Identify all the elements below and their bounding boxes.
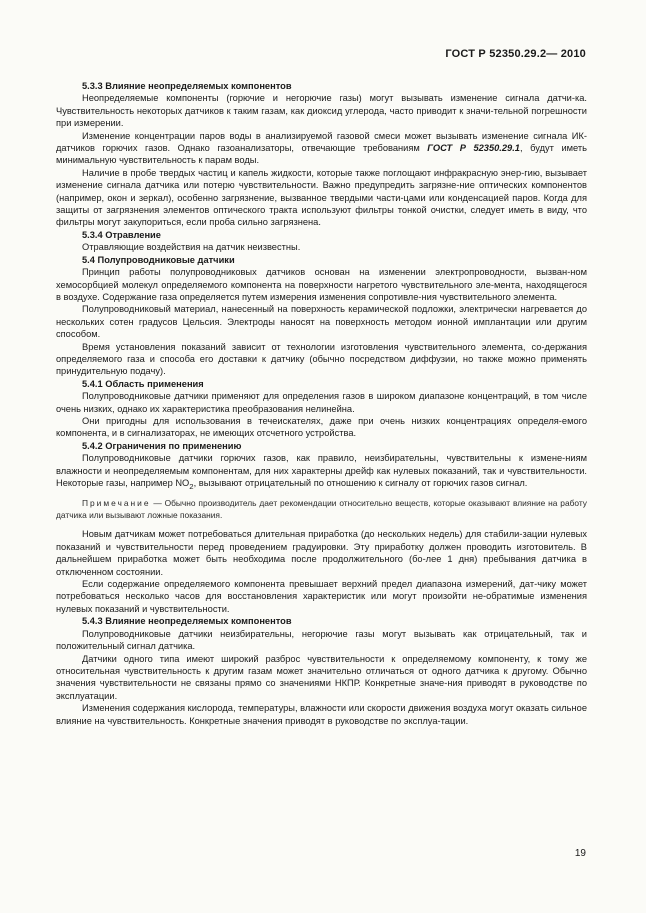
section-heading: 5.3.4 Отравление xyxy=(82,229,161,240)
paragraph: Датчики одного типа имеют широкий разброс чувствительности к определяемому компоненту, к тому же относительная чувствительность к другим газам может значительно отличаться от одного датчика к другому. Обычно значения чувствительности не связаны прямо со значениями НКПР. Конкретные значе-ния приводят в руководстве по эксплуатации. xyxy=(56,653,587,701)
section-heading: 5.3.3 Влияние неопределяемых компонентов xyxy=(82,81,292,91)
paragraph: Полупроводниковые датчики неизбирательны, негорючие газы могут вызывать как отрицательный, так и положительный сигнал датчика. xyxy=(56,628,587,652)
paragraph: Время установления показаний зависит от технологии изготовления чувствительного элемента, со-держания определяемого газа и способа его доставки к датчику (обычно посредством диффузии, но также можно применять принудительную подачу). xyxy=(56,341,587,377)
section-heading: 5.4.2 Ограничения по применению xyxy=(82,440,242,451)
paragraph: Отравляющие воздействия на датчик неизвестны. xyxy=(82,242,301,253)
standard-reference: ГОСТ Р 52350.29.1 xyxy=(427,143,520,154)
paragraph-text: , будут иметь минимальную чувствительность к парам воды. xyxy=(56,143,587,166)
paragraph: Принцип работы полупроводниковых датчиков основан на изменении электропроводности, вызван-ном хемосорбцией молекул определяемого компонента на поверхности нагретого чувствительного эле-мента, находящегося в воздухе. Содержание газа определяется путем измерения изменения сопротивле-ния чувствительного элемента. xyxy=(56,267,587,302)
section-heading: 5.4.3 Влияние неопределяемых компонентов xyxy=(82,616,292,627)
document-header: ГОСТ Р 52350.29.2— 2010 xyxy=(445,48,586,60)
note-text: — Обычно производитель дает рекомендации относительно веществ, которые оказывают влияние на работу датчика или вызывают ложные показания. xyxy=(56,498,587,520)
paragraph: Изменения содержания кислорода, температуры, влажности или скорости движения воздуха могут оказать сильное влияние на чувствительность. Конкретные значения приводят в руководстве по эксплуа-тации. xyxy=(56,703,587,726)
paragraph: Полупроводниковый материал, нанесенный на поверхность керамической подложки, электрически нагревается до нескольких сотен градусов Цельсия. Электроды наносят на поверхность методом ионной имплантации или другим способом. xyxy=(56,304,587,340)
section-heading: 5.4 Полупроводниковые датчики xyxy=(82,254,235,265)
paragraph xyxy=(56,130,587,167)
paragraph: Новым датчикам может потребоваться длительная приработка (до нескольких недель) для стабили-зации нулевых показаний и чувствительности перед проведением градуировки. Эту приработку должен проводить изготовитель. В дальнейшем приработка может быть необходима после продолжительного (бо-лее 1 дня) пребывания датчика в отключенном состоянии. xyxy=(56,529,587,577)
paragraph: Если содержание определяемого компонента превышает верхний предел диапазона измерений, дат-чику может потребоваться несколько часов для восстановления характеристик или могут произойти не-обратимые изменения нулевых показаний и чувствительности. xyxy=(56,579,587,614)
paragraph: Наличие в пробе твердых частиц и капель жидкости, которые также поглощают инфракрасную энер-гию, вызывает изменение сигнала датчика или потерю чувствительности. Важно предупредить загрязне-ние оптических компонентов (например, окон и зеркал), особенно загрязнение, вызванное твердыми части-цами или конденсацией паров. Когда для защиты от загрязнения элементов оптического тракта используют фильтры тонкой очистки, следует иметь в виду, что фильтры могут закупориться, если проба сильно загрязнена. xyxy=(56,167,587,228)
document-body xyxy=(56,80,587,727)
paragraph xyxy=(56,452,587,493)
note xyxy=(56,498,587,521)
paragraph-text: , вызывают отрицательный по отношению к сигналу от горючих газов сигнал. xyxy=(193,478,528,488)
section-heading: 5.4.1 Область применения xyxy=(82,378,204,389)
paragraph-text: Изменение концентрации паров воды в анализируемой газовой смеси может вызывать изменение сигнала ИК-датчиков горючих газов. Однако газоанализаторы, отвечающие требованиям xyxy=(56,130,587,154)
note-label: Примечание xyxy=(82,498,151,509)
page-number: 19 xyxy=(574,848,586,859)
paragraph-text: Полупроводниковые датчики горючих газов, как правило, неизбирательны, чувствительны к измене-ниям влажности и неопределяемым компонентам, для них характерны дрейф как нулевых показаний, так и чувствительности. Некоторые газы, например NO xyxy=(56,453,587,488)
subscript: 2 xyxy=(189,481,194,491)
paragraph: Неопределяемые компоненты (горючие и негорючие газы) могут вызывать изменение сигнала датчи-ка. Чувствительность некоторых датчиков к таким газам, как диоксид углерода, часто приводит к значи-тельной погрешности при измерении. xyxy=(56,93,587,129)
paragraph: Полупроводниковые датчики применяют для определения газов в широком диапазоне концентраций, в том числе очень низких, однако их характеристика преобразования нелинейна. xyxy=(56,391,587,414)
paragraph: Они пригодны для использования в течеискателях, даже при очень низких концентрациях определя-емого компонента, и в сигнализаторах, не имеющих отсчетного устройства. xyxy=(56,415,587,439)
